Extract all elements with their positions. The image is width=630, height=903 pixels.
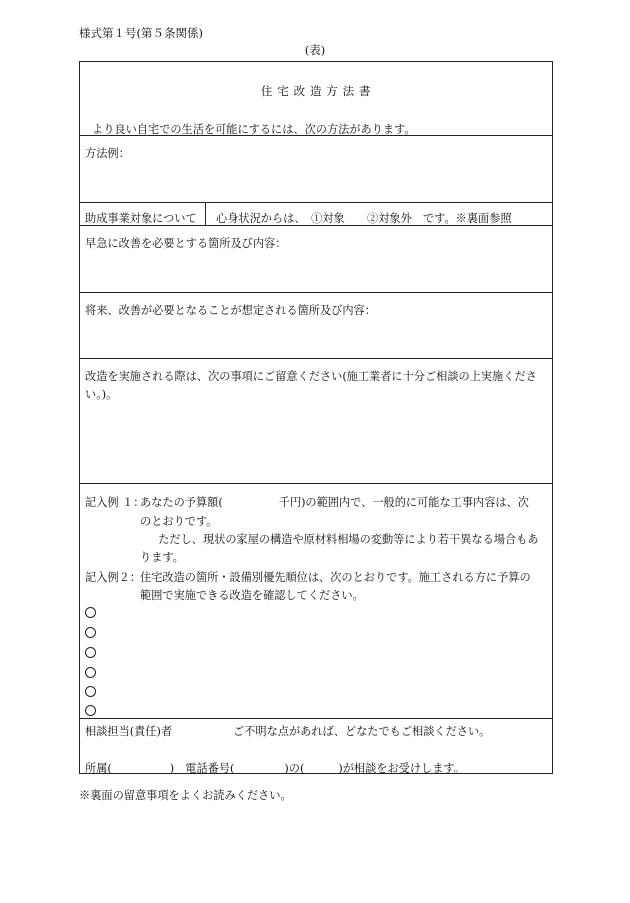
intro-text: より良い自宅での生活を可能にするには、次の方法があります。 xyxy=(92,123,416,136)
form-table xyxy=(79,61,553,774)
of-label: )の( xyxy=(284,762,305,775)
form-number: 様式第１号(第５条関係) xyxy=(79,26,203,40)
budget-suffix: 千円)の範囲内で、一般的に可能な工事内容は、次 xyxy=(278,496,529,509)
example2-line2: 範囲で実施できる改造を確認してください。 xyxy=(140,589,364,602)
future-field-label: 将来、改善が必要となることが想定される箇所及び内容： xyxy=(85,304,376,317)
notes-field-label: 改造を実施される際は、次の事項にご留意ください(施工業者に十分ご相談の上実施ください。)。 xyxy=(85,370,537,401)
contact-row xyxy=(85,760,465,776)
budget-prefix: あなたの予算額( xyxy=(140,496,223,509)
affiliation-label: 所属( xyxy=(85,762,112,775)
methods-field-label: 方法例： xyxy=(85,147,130,160)
consult-person-label: 相談担当(責任)者 xyxy=(85,725,173,738)
row-divider xyxy=(80,483,552,484)
consult-message: ご不明な点があれば、どなたでもご相談ください。 xyxy=(233,725,491,738)
circle-bullet-icon xyxy=(85,627,96,638)
circle-bullet-icon xyxy=(85,647,96,658)
row-divider xyxy=(80,292,552,293)
subsidy-status-text: 心身状況からは、 ①対象 ②対象外 です。※裏面参照 xyxy=(216,212,512,225)
circle-bullet-icon xyxy=(85,667,96,678)
column-divider xyxy=(205,202,206,225)
subsidy-field-label: 助成事業対象について xyxy=(85,212,197,225)
urgent-field-label: 早急に改善を必要とする箇所及び内容： xyxy=(85,237,287,250)
example1-line3: ただし、現状の家屋の構造や原材料相場の変動等により若干異なる場合もあ xyxy=(147,533,539,546)
example1-line2: のとおりです。 xyxy=(140,515,218,528)
example2-line1: 住宅改造の箇所・設備別優先順位は、次のとおりです。施工される方に予算の xyxy=(140,571,531,584)
circle-bullet-icon xyxy=(85,686,96,697)
document-title: 住 宅 改 造 方 法 書 xyxy=(260,84,372,98)
row-divider xyxy=(80,358,552,359)
example1-line4: ります。 xyxy=(140,551,184,564)
circle-bullet-icon xyxy=(85,607,96,618)
example2-label: 記入例２： xyxy=(85,571,141,584)
row-divider xyxy=(80,718,552,719)
phone-label: ) 電話番号( xyxy=(169,762,235,775)
example1-label: 記入例 １： xyxy=(85,496,145,509)
footer-note: ※裏面の留意事項をよくお読みください。 xyxy=(79,789,292,802)
row-divider xyxy=(80,202,552,203)
closing-text: )が相談をお受けします。 xyxy=(338,762,465,775)
circle-bullet-icon xyxy=(85,705,96,716)
side-label: (表) xyxy=(304,43,326,57)
example1-line1 xyxy=(140,494,529,510)
